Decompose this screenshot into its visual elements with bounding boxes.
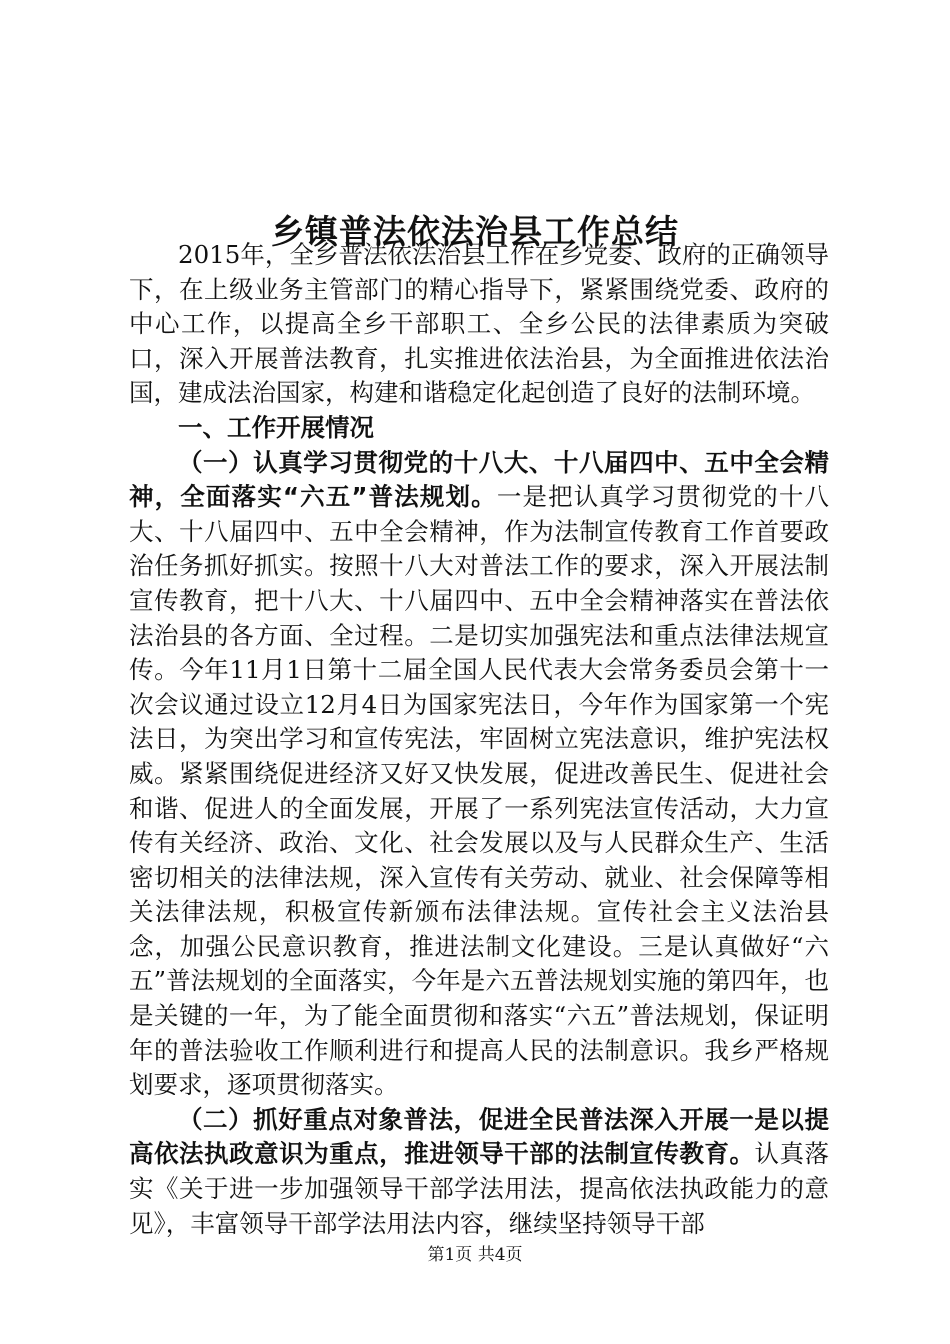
intro-paragraph: 2015年，全乡普法依法治县工作在乡党委、政府的正确领导下，在上级业务主管部门的精心指导下，紧紧围绕党委、政府的中心工作，以提高全乡干部职工、全乡公民的法律素质为突破口，深入开展普法教育，扎实推进依法治县，为全面推进依法治国，建成法治国家，构建和谐稳定化起创造了良好的法制环境。 — [129, 240, 829, 408]
subsection-2-heading: （二）抓好重点对象普法，促进全民普法深入开展一是以提高依法执政意识为重点，推进领导干部的法制宣传教育。 — [129, 1104, 829, 1169]
subsection-2-paragraph — [129, 1103, 829, 1241]
document-title: 乡镇普法依法治县工作总结 — [271, 212, 679, 252]
document-body — [129, 238, 829, 1241]
subsection-2-text: 认真落实《关于进一步加强领导干部学法用法，提高依法执政能力的意见》，丰富领导干部学法用法内容，继续坚持领导干部 — [129, 1139, 830, 1238]
subsection-1-paragraph — [129, 446, 829, 1103]
page-footer: 第1页 共4页 — [427, 1245, 523, 1265]
section-heading: 一、工作开展情况 — [178, 412, 374, 442]
subsection-1-heading: （一）认真学习贯彻党的十八大、十八届四中、五中全会精神，全面落实“六五”普法规划。 — [129, 447, 829, 512]
subsection-1-text: 一是把认真学习贯彻党的十八大、十八届四中、五中全会精神，作为法制宣传教育工作首要政治任务抓好抓实。按照十八大对普法工作的要求，深入开展法制宣传教育，把十八大、十八届四中、五中全会精神落实在普法依法治县的各方面、全过程。二是切实加强宪法和重点法律法规宣传。今年11月1日第十二届全国人民代表大会常务委员会第十一次会议通过设立12月4日为国家宪法日，今年作为国家第一个宪法日，为突出学习和宣传宪法，牢固树立宪法意识，维护宪法权威。紧紧围绕促进经济又好又快发展，促进改善民生、促进社会和谐、促进人的全面发展，开展了一系列宪法宣传活动，大力宣传有关经济、政治、文化、社会发展以及与人民群众生产、生活密切相关的法律法规，深入宣传有关劳动、就业、社会保障等相关法律法规，积极宣传新颁布法律法规。宣传社会主义法治县念，加强公民意识教育，推进法制文化建设。三是认真做好“六五”普法规划的全面落实，今年是六五普法规划实施的第四年，也是关键的一年，为了能全面贯彻和落实“六五”普法规划，保证明年的普法验收工作顺利进行和提高人民的法制意识。我乡严格规划要求，逐项贯彻落实。 — [129, 482, 829, 1100]
